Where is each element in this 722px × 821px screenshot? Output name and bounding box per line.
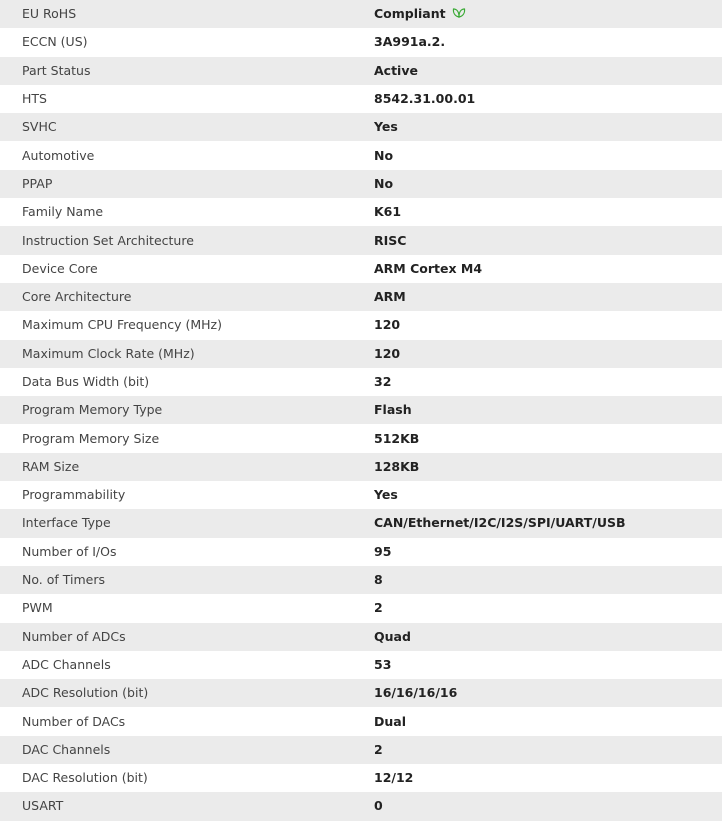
spec-label: DAC Channels — [22, 741, 111, 757]
spec-value-text: Active — [374, 62, 418, 78]
spec-value-text: 32 — [374, 374, 392, 389]
spec-value — [374, 255, 722, 283]
spec-value-text: No — [374, 147, 394, 163]
spec-value — [374, 679, 722, 707]
spec-value — [374, 311, 722, 339]
spec-value — [374, 396, 722, 424]
spec-value — [374, 481, 722, 509]
spec-value-text: Quad — [374, 628, 411, 644]
spec-row — [0, 538, 722, 566]
spec-value-text: 8 — [374, 572, 383, 588]
spec-label: USART — [22, 798, 64, 814]
spec-row — [0, 0, 722, 28]
spec-label: Program Memory Size — [22, 430, 160, 446]
spec-label: Programmability — [22, 487, 126, 503]
spec-value — [374, 736, 722, 764]
spec-value-text: ARM Cortex M4 — [374, 260, 483, 276]
spec-value-text: 120 — [374, 317, 401, 333]
spec-value — [374, 368, 722, 396]
spec-value — [374, 509, 722, 537]
spec-value — [374, 651, 722, 679]
spec-value-text: 12/12 — [374, 770, 414, 786]
spec-value — [374, 424, 722, 452]
spec-value — [374, 566, 722, 594]
spec-value — [374, 623, 722, 651]
spec-value-text: 2 — [374, 741, 383, 757]
spec-value — [374, 28, 722, 56]
spec-label: Program Memory Type — [22, 402, 163, 418]
spec-value-text: Yes — [374, 119, 398, 135]
spec-value-text: 8542.31.00.01 — [374, 91, 476, 107]
spec-value — [374, 538, 722, 566]
spec-value — [374, 792, 722, 820]
spec-row — [0, 566, 722, 594]
spec-row — [0, 594, 722, 622]
spec-value-text: 16/16/16/16 — [374, 685, 458, 701]
spec-label: ADC Resolution (bit) — [22, 685, 149, 701]
spec-row — [0, 707, 722, 735]
spec-value — [374, 594, 722, 622]
spec-row — [0, 481, 722, 509]
spec-label: No. of Timers — [22, 572, 105, 588]
spec-row — [0, 509, 722, 537]
spec-label: Maximum Clock Rate (MHz) — [22, 345, 195, 361]
spec-label: Data Bus Width (bit) — [22, 374, 150, 389]
spec-row — [0, 368, 722, 396]
spec-row — [0, 255, 722, 283]
spec-label: ECCN (US) — [22, 34, 88, 50]
spec-label: HTS — [22, 91, 47, 107]
spec-label: Interface Type — [22, 515, 111, 531]
spec-value — [374, 0, 722, 28]
spec-label: Maximum CPU Frequency (MHz) — [22, 317, 222, 333]
spec-value-text: 128KB — [374, 458, 420, 474]
spec-value-text: Dual — [374, 713, 406, 729]
spec-value-text: 2 — [374, 600, 383, 616]
spec-label: Number of DACs — [22, 713, 126, 729]
spec-row — [0, 141, 722, 169]
spec-row — [0, 679, 722, 707]
spec-value-text: Yes — [374, 487, 398, 503]
spec-value — [374, 707, 722, 735]
spec-label: Number of I/Os — [22, 543, 117, 559]
spec-value-text: No — [374, 175, 394, 191]
spec-row — [0, 764, 722, 792]
spec-row — [0, 85, 722, 113]
spec-row — [0, 623, 722, 651]
spec-value-text: CAN/Ethernet/I2C/I2S/SPI/UART/USB — [374, 515, 626, 531]
spec-value — [374, 226, 722, 254]
spec-row — [0, 57, 722, 85]
spec-row — [0, 340, 722, 368]
spec-value-text: 53 — [374, 656, 392, 672]
spec-label: Family Name — [22, 204, 104, 220]
spec-row — [0, 170, 722, 198]
spec-label: DAC Resolution (bit) — [22, 770, 148, 786]
spec-value-text: Flash — [374, 402, 412, 418]
spec-row — [0, 113, 722, 141]
spec-label: SVHC — [22, 119, 57, 135]
spec-label: ADC Channels — [22, 656, 111, 672]
spec-label: Part Status — [22, 62, 91, 78]
spec-label: PPAP — [22, 175, 53, 191]
spec-value-text: ARM — [374, 289, 406, 305]
spec-value — [374, 113, 722, 141]
spec-row — [0, 28, 722, 56]
leaf-icon — [452, 7, 466, 21]
spec-value-text: 3A991a.2. — [374, 34, 446, 50]
spec-value — [374, 764, 722, 792]
spec-value-text: K61 — [374, 204, 402, 220]
spec-value — [374, 141, 722, 169]
spec-value-text: 0 — [374, 798, 383, 814]
spec-label: PWM — [22, 600, 53, 616]
spec-value — [374, 85, 722, 113]
spec-value — [374, 198, 722, 226]
spec-value — [374, 283, 722, 311]
spec-label: Device Core — [22, 260, 98, 276]
spec-row — [0, 792, 722, 820]
spec-label: Automotive — [22, 147, 95, 163]
spec-row — [0, 311, 722, 339]
spec-row — [0, 396, 722, 424]
spec-row — [0, 198, 722, 226]
spec-row — [0, 226, 722, 254]
spec-label: RAM Size — [22, 458, 80, 474]
spec-row — [0, 651, 722, 679]
spec-value-text: 512KB — [374, 430, 420, 446]
spec-label: Instruction Set Architecture — [22, 232, 194, 248]
spec-value-text: 120 — [374, 345, 401, 361]
spec-row — [0, 453, 722, 481]
spec-label: EU RoHS — [22, 6, 77, 22]
spec-value — [374, 340, 722, 368]
spec-value — [374, 57, 722, 85]
spec-value — [374, 170, 722, 198]
spec-value — [374, 453, 722, 481]
spec-value-text: RISC — [374, 232, 407, 248]
spec-label: Core Architecture — [22, 289, 132, 305]
spec-label: Number of ADCs — [22, 628, 126, 644]
spec-row — [0, 736, 722, 764]
spec-value-text: 95 — [374, 543, 392, 559]
spec-row — [0, 424, 722, 452]
spec-row — [0, 283, 722, 311]
spec-value-text: Compliant — [374, 6, 446, 22]
